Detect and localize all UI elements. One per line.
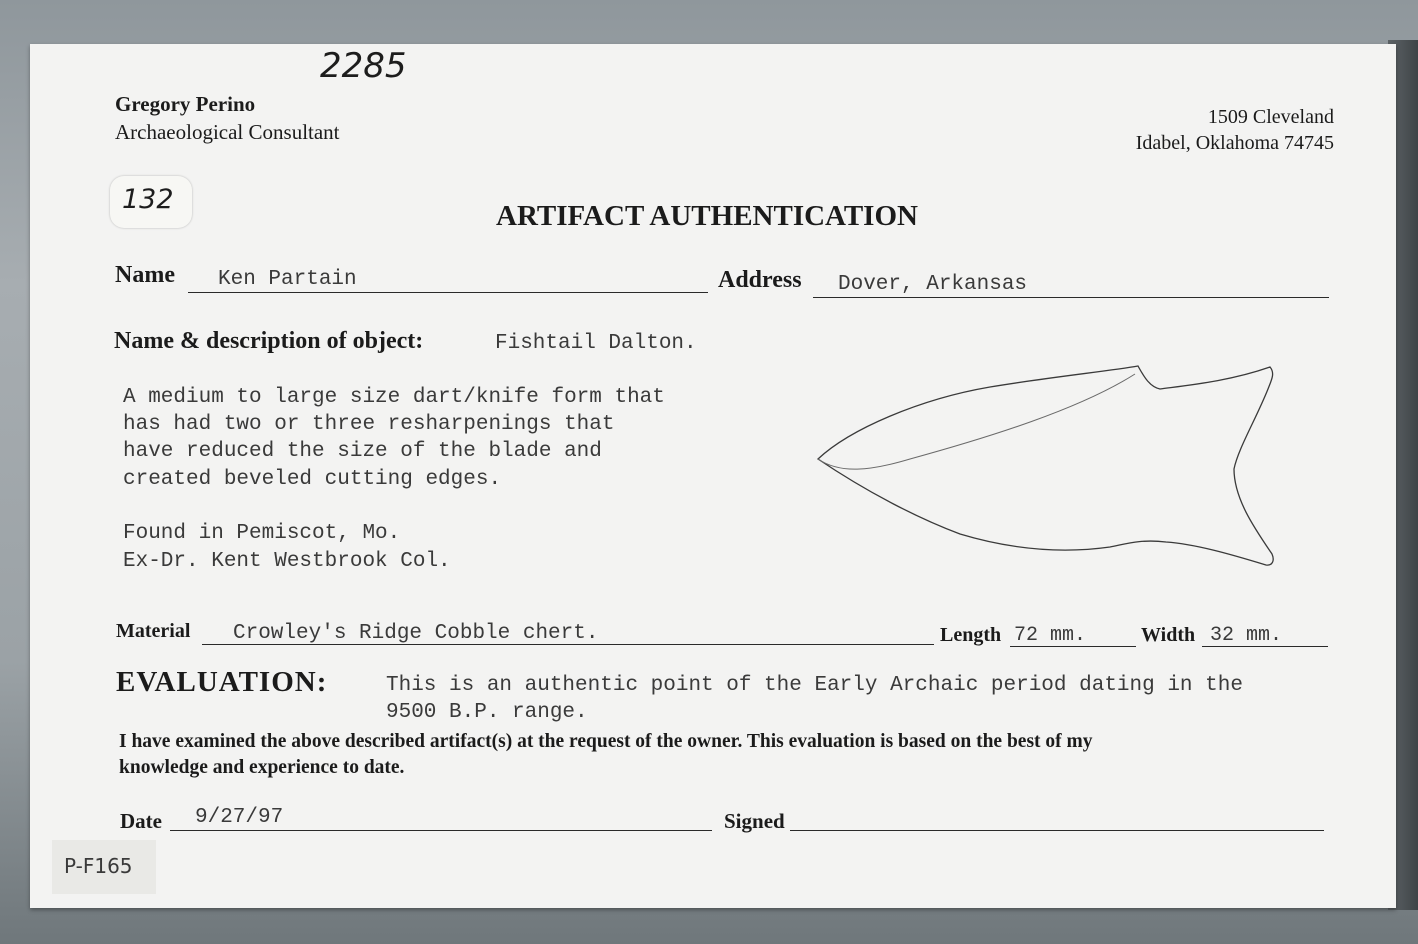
object-label: Name & description of object: bbox=[114, 328, 424, 354]
statement-line-2: knowledge and experience to date. bbox=[119, 757, 405, 778]
signed-underline bbox=[790, 830, 1324, 831]
catalog-number: 2285 bbox=[320, 46, 407, 86]
date-underline bbox=[170, 830, 712, 831]
object-value: Fishtail Dalton. bbox=[495, 332, 697, 355]
address-label: Address bbox=[718, 267, 802, 293]
material-label: Material bbox=[116, 620, 191, 642]
authentication-card bbox=[30, 44, 1396, 908]
width-label: Width bbox=[1141, 624, 1196, 646]
length-label: Length bbox=[940, 624, 1002, 646]
consultant-name: Gregory Perino bbox=[115, 92, 256, 116]
description-line-1: A medium to large size dart/knife form that bbox=[123, 386, 665, 409]
evaluation-line-1: This is an authentic point of the Early Archaic period dating in the bbox=[386, 674, 1243, 697]
address-underline bbox=[813, 297, 1329, 298]
name-underline bbox=[188, 292, 708, 293]
length-value: 72 mm. bbox=[1014, 624, 1087, 647]
description-line-2: has had two or three resharpenings that bbox=[123, 413, 615, 436]
material-value: Crowley's Ridge Cobble chert. bbox=[233, 622, 599, 645]
corner-label: P-F165 bbox=[64, 854, 133, 878]
corner-label-patch bbox=[52, 840, 156, 894]
width-value: 32 mm. bbox=[1210, 624, 1283, 647]
tag-sticker bbox=[110, 176, 192, 228]
evaluation-line-2: 9500 B.P. range. bbox=[386, 701, 588, 724]
name-label: Name bbox=[115, 262, 175, 288]
point-outline-drawing bbox=[810, 359, 1280, 574]
consultant-title: Archaeological Consultant bbox=[115, 120, 340, 144]
date-label: Date bbox=[120, 809, 162, 833]
evaluation-label: EVALUATION: bbox=[116, 666, 328, 698]
description-line-3: have reduced the size of the blade and bbox=[123, 440, 602, 463]
address-city: Idabel, Oklahoma 74745 bbox=[1135, 132, 1334, 154]
date-value: 9/27/97 bbox=[195, 806, 284, 829]
description-line-4: created beveled cutting edges. bbox=[123, 468, 502, 491]
signed-label: Signed bbox=[724, 809, 785, 833]
address-street: 1509 Cleveland bbox=[1207, 106, 1334, 128]
address-value: Dover, Arkansas bbox=[838, 273, 1028, 296]
provenance-line-2: Ex-Dr. Kent Westbrook Col. bbox=[123, 550, 451, 573]
form-title: ARTIFACT AUTHENTICATION bbox=[496, 200, 918, 232]
statement-line-1: I have examined the above described artifact(s) at the request of the owner. This evaluation is based on the best of my bbox=[119, 731, 1093, 752]
provenance-line-1: Found in Pemiscot, Mo. bbox=[123, 522, 401, 545]
tag-number: 132 bbox=[122, 184, 174, 215]
name-value: Ken Partain bbox=[218, 268, 357, 291]
